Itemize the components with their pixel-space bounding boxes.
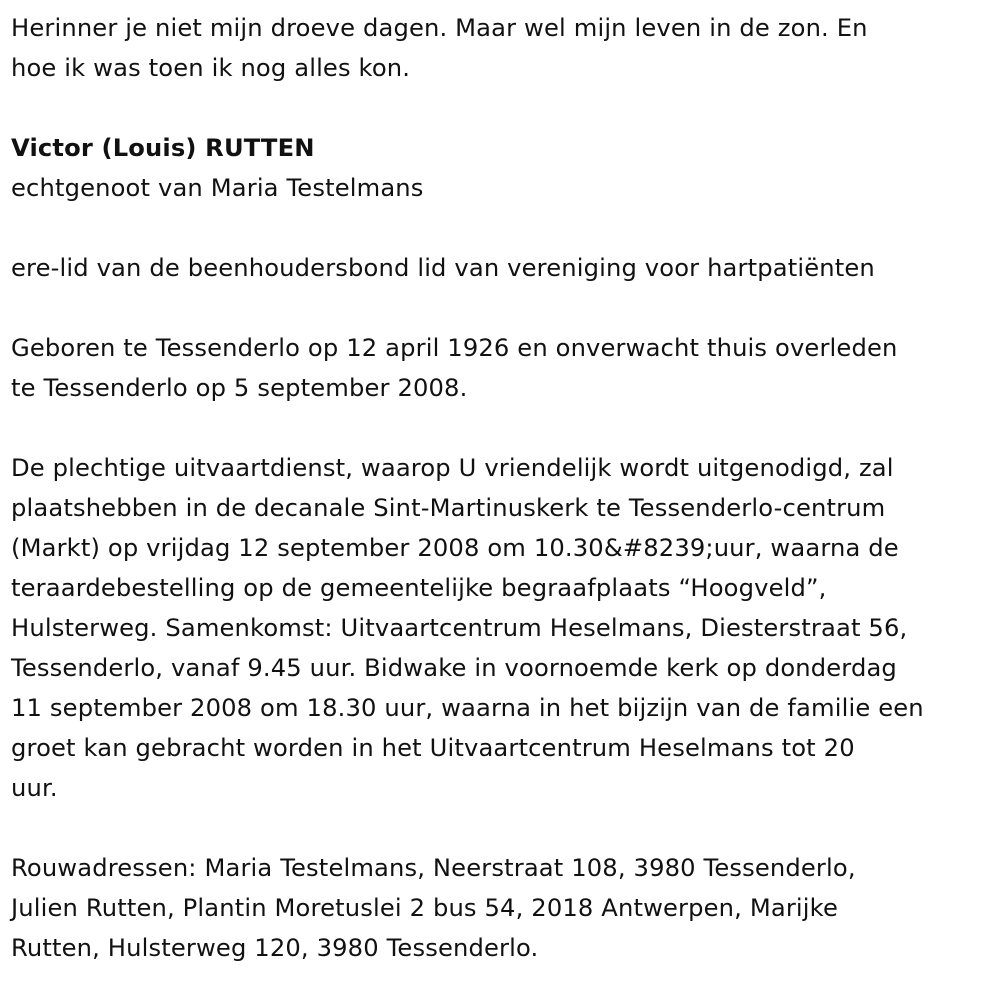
text-line: Julien Rutten, Plantin Moretuslei 2 bus 54, 2018 Antwerpen, Marijke (11, 894, 838, 922)
text-line: (Markt) op vrijdag 12 september 2008 om 10.30&#8239;uur, waarna de (11, 534, 899, 562)
text-line: 11 september 2008 om 18.30 uur, waarna in het bijzijn van de familie een (11, 694, 924, 722)
birth-death-paragraph (11, 328, 1000, 408)
deceased-name: Victor (Louis) RUTTEN (11, 134, 315, 162)
text-line: De plechtige uitvaartdienst, waarop U vriendelijk wordt uitgenodigd, zal (11, 454, 894, 482)
text-line: Hulsterweg. Samenkomst: Uitvaartcentrum Heselmans, Diesterstraat 56, (11, 614, 908, 642)
text-line: groet kan gebracht worden in het Uitvaartcentrum Heselmans tot 20 (11, 734, 855, 762)
text-line: teraardebestelling op de gemeentelijke begraafplaats “Hoogveld”, (11, 574, 827, 602)
text-line: Rouwadressen: Maria Testelmans, Neerstraat 108, 3980 Tessenderlo, (11, 854, 856, 882)
text-line: hoe ik was toen ik nog alles kon. (11, 54, 411, 82)
motto-paragraph (11, 8, 1000, 88)
text-line: Tessenderlo, vanaf 9.45 uur. Bidwake in voornoemde kerk op donderdag (11, 654, 897, 682)
text-line: Herinner je niet mijn droeve dagen. Maar wel mijn leven in de zon. En (11, 14, 868, 42)
text-line: te Tessenderlo op 5 september 2008. (11, 374, 468, 402)
spouse-line: echtgenoot van Maria Testelmans (11, 174, 424, 202)
memberships-line: ere-lid van de beenhoudersbond lid van vereniging voor hartpatiënten (11, 254, 875, 282)
addresses-paragraph (11, 848, 1000, 968)
text-line: uur. (11, 774, 58, 802)
text-line: Rutten, Hulsterweg 120, 3980 Tessenderlo. (11, 934, 539, 962)
text-line: Geboren te Tessenderlo op 12 april 1926 en onverwacht thuis overleden (11, 334, 898, 362)
text-line: plaatshebben in de decanale Sint-Martinuskerk te Tessenderlo-centrum (11, 494, 886, 522)
funeral-paragraph (11, 448, 1000, 808)
